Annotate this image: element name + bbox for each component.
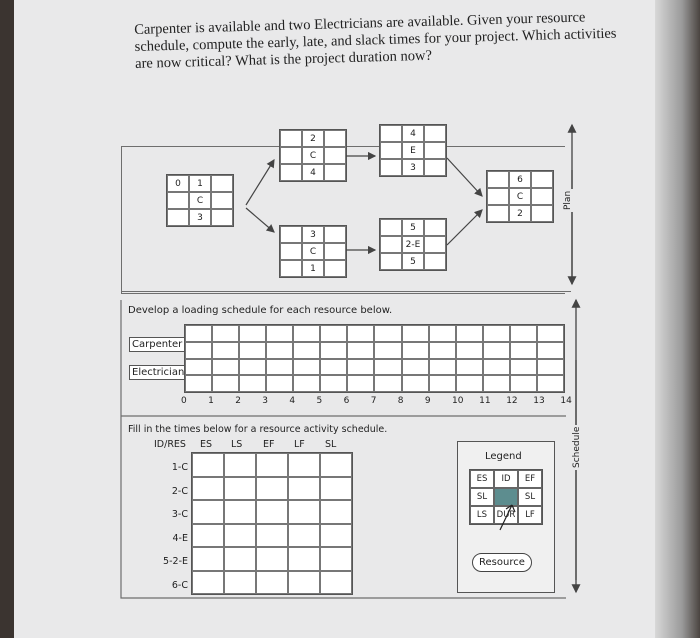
legend-cell: ES [470, 470, 494, 488]
legend-cell: DUR [494, 506, 518, 524]
times-row-label: 2-C [171, 485, 188, 497]
resource-badge: Resource [472, 553, 532, 572]
node-cell: 2 [509, 205, 531, 222]
node-cell: C [302, 147, 324, 164]
time-tick: 8 [397, 396, 404, 406]
node-cell: 3 [189, 209, 211, 226]
time-tick: 1 [208, 396, 214, 406]
times-header: LS [231, 439, 243, 450]
time-tick: 3 [262, 396, 269, 406]
node-cell: 2 [302, 130, 324, 147]
time-tick: 0 [181, 396, 187, 406]
node-cell: C [189, 192, 211, 209]
time-tick: 12 [506, 396, 518, 406]
time-tick: 11 [479, 396, 491, 406]
plan-label: Plan [563, 190, 573, 210]
times-header: ES [200, 439, 213, 450]
node-cell: 4 [402, 125, 424, 142]
node-cell: 5 [402, 219, 424, 236]
loading-title: Develop a loading schedule for each resource below. [128, 305, 393, 316]
time-tick: 7 [370, 396, 377, 406]
legend-cell: SL [470, 488, 494, 506]
legend-cell: SL [518, 488, 542, 506]
legend-cell: EF [518, 470, 542, 488]
legend-cell: ID [494, 470, 518, 488]
node-cell: C [509, 188, 531, 205]
node-cell: E [402, 142, 424, 159]
time-tick: 14 [560, 396, 572, 406]
node-cell: 3 [402, 159, 424, 176]
legend-cell: LF [518, 506, 542, 524]
times-row-label: 1-C [171, 462, 188, 473]
node-cell: 3 [302, 226, 324, 243]
node-cell: 6 [509, 171, 531, 188]
time-tick: 6 [343, 396, 350, 406]
node-cell: 0 [167, 175, 189, 192]
problem-text: Carpenter is available and two Electricians are available. Given your resource schedule, compute the early, late, and slack times for your project. Which activities are now critical? What is the project duration now? [134, 9, 617, 72]
times-header: SL [325, 439, 337, 450]
time-tick: 9 [424, 396, 431, 406]
times-row-label: 3-C [171, 509, 188, 520]
node-cell: 1 [189, 175, 211, 192]
times-header: ID/RES [154, 439, 186, 450]
node-cell: 1 [302, 260, 324, 277]
legend-title: Legend [485, 451, 522, 462]
times-header: LF [294, 439, 305, 450]
times-row-label: 6-C [171, 579, 188, 591]
schedule-label: Schedule [572, 426, 582, 468]
time-tick: 4 [289, 396, 296, 406]
node-cell: 2-E [402, 236, 424, 253]
times-row-label: 4-E [172, 532, 188, 544]
time-tick: 10 [452, 396, 464, 406]
node-cell: 4 [302, 164, 324, 181]
time-tick: 13 [533, 396, 545, 406]
time-tick: 2 [235, 396, 241, 406]
legend-cell: LS [470, 506, 494, 524]
node-cell: C [302, 243, 324, 260]
times-title: Fill in the times below for a resource activity schedule. [128, 424, 388, 435]
node-cell: 5 [402, 253, 424, 270]
times-row-label: 5-2-E [163, 556, 188, 567]
electrician-label: Electrician [129, 365, 187, 380]
times-header: EF [263, 439, 275, 450]
time-tick: 5 [316, 396, 323, 406]
carpenter-label: Carpenter [129, 337, 185, 352]
